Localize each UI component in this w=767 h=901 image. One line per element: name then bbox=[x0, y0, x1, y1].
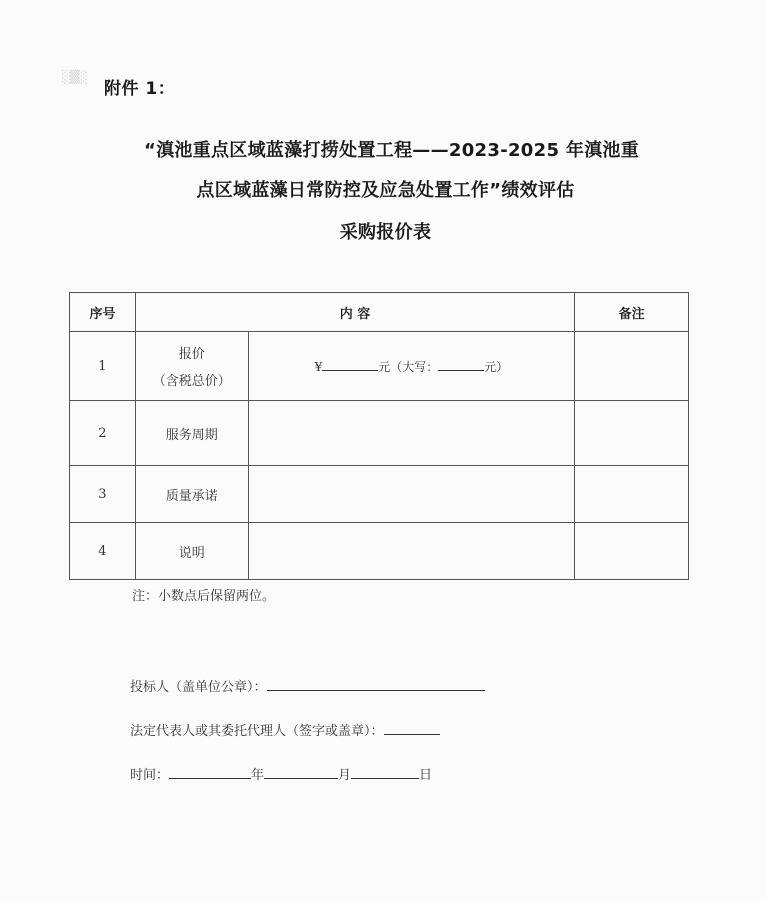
table-header-row bbox=[70, 293, 689, 332]
row-num: 3 bbox=[70, 466, 136, 523]
representative-field bbox=[130, 720, 440, 739]
price-cell[interactable] bbox=[248, 332, 574, 401]
row-item bbox=[135, 332, 248, 401]
header-content: 内 容 bbox=[135, 293, 574, 332]
price-words-blank[interactable] bbox=[438, 360, 484, 371]
content-cell[interactable] bbox=[248, 466, 574, 523]
remark-cell[interactable] bbox=[575, 401, 689, 466]
header-num: 序号 bbox=[70, 293, 136, 332]
remark-cell[interactable] bbox=[575, 523, 689, 580]
title-line-1: “滇池重点区域蓝藻打捞处置工程——2023-2025 年滇池重 bbox=[143, 140, 640, 161]
day-label: 日 bbox=[419, 768, 433, 783]
header-remark: 备注 bbox=[575, 293, 689, 332]
price-currency: ¥ bbox=[314, 359, 323, 374]
month-blank[interactable] bbox=[264, 768, 338, 779]
scan-artifact: ░▒░ bbox=[62, 70, 87, 84]
representative-signature-blank[interactable] bbox=[384, 724, 440, 735]
date-field bbox=[130, 764, 432, 783]
representative-label: 法定代表人或其委托代理人（签字或盖章）： bbox=[130, 724, 384, 739]
content-cell[interactable] bbox=[248, 401, 574, 466]
table-note: 注：小数点后保留两位。 bbox=[132, 589, 276, 604]
year-label: 年 bbox=[251, 768, 265, 783]
remark-cell[interactable] bbox=[575, 466, 689, 523]
day-blank[interactable] bbox=[351, 768, 419, 779]
row-num: 4 bbox=[70, 523, 136, 580]
bidder-label: 投标人（盖单位公章）： bbox=[130, 680, 267, 695]
price-suffix-text: 元） bbox=[484, 359, 509, 374]
row-item-label: 报价 bbox=[178, 347, 205, 362]
row-num: 2 bbox=[70, 401, 136, 466]
bidder-signature-blank[interactable] bbox=[267, 680, 485, 691]
title-line-3: 采购报价表 bbox=[339, 222, 432, 243]
year-blank[interactable] bbox=[169, 768, 251, 779]
remark-cell[interactable] bbox=[575, 332, 689, 401]
price-amount-blank[interactable] bbox=[322, 360, 378, 371]
bidder-field bbox=[130, 676, 485, 695]
table-row bbox=[70, 523, 689, 580]
row-num: 1 bbox=[70, 332, 136, 401]
time-label: 时间： bbox=[130, 768, 170, 783]
row-item: 质量承诺 bbox=[135, 466, 248, 523]
table-row bbox=[70, 401, 689, 466]
table-row bbox=[70, 466, 689, 523]
table-row bbox=[70, 332, 689, 401]
month-label: 月 bbox=[338, 768, 352, 783]
row-item: 说明 bbox=[135, 523, 248, 580]
attachment-label: 附件 1： bbox=[104, 79, 176, 99]
content-cell[interactable] bbox=[248, 523, 574, 580]
row-item: 服务周期 bbox=[135, 401, 248, 466]
row-item-sublabel: （含税总价） bbox=[152, 374, 231, 389]
quote-table bbox=[69, 292, 689, 580]
title-line-2: 点区域蓝藻日常防控及应急处置工作”绩效评估 bbox=[196, 180, 575, 201]
price-mid-text: 元（大写： bbox=[378, 359, 439, 374]
